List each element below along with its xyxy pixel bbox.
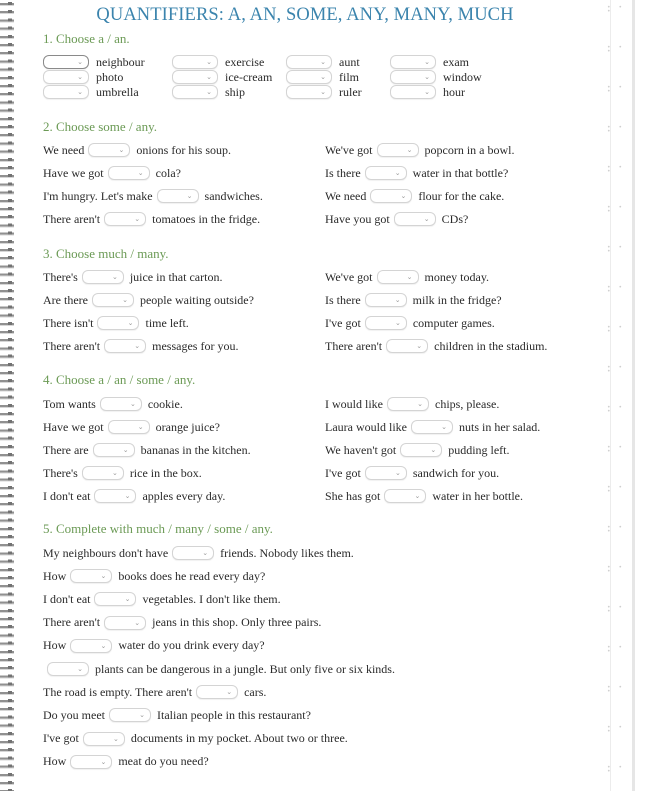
section4-heading: 4. Choose a / an / some / any. — [43, 372, 196, 387]
sentence-end: orange juice? — [155, 419, 220, 434]
dot-marker: • • • — [607, 164, 625, 175]
answer-dropdown[interactable] — [157, 189, 199, 203]
sentence-start: How — [43, 754, 67, 769]
sentence-line — [325, 292, 502, 308]
answer-dropdown[interactable] — [384, 489, 426, 503]
dot-marker: • • • — [607, 604, 625, 615]
answer-dropdown[interactable] — [386, 339, 428, 353]
sentence-line — [43, 211, 260, 227]
answer-dropdown[interactable] — [370, 189, 412, 203]
chevron-down-icon: ⌄ — [111, 469, 118, 477]
answer-dropdown[interactable] — [88, 143, 130, 157]
chevron-down-icon: ⌄ — [100, 757, 107, 766]
sentence-end: pudding left. — [448, 442, 510, 457]
sentence-line — [43, 165, 181, 181]
answer-dropdown[interactable] — [387, 397, 429, 411]
chevron-down-icon: ⌄ — [202, 549, 209, 557]
answer-dropdown[interactable] — [377, 143, 419, 157]
answer-dropdown[interactable] — [104, 212, 146, 226]
chevron-down-icon: ⌄ — [394, 296, 401, 304]
chevron-down-icon: ⌄ — [100, 572, 107, 581]
chevron-down-icon: ⌄ — [100, 641, 107, 650]
margin-line — [610, 0, 611, 791]
chevron-down-icon: ⌄ — [394, 169, 401, 177]
sentence-start: We haven't got — [325, 442, 397, 457]
sentence-end: Italian people in this restaurant? — [157, 707, 311, 722]
dot-marker: • • • — [607, 524, 625, 535]
sentence-end: cola? — [155, 165, 181, 180]
section5-heading: 5. Complete with much / many / some / any. — [43, 521, 273, 536]
chevron-down-icon: ⌄ — [394, 469, 401, 477]
sentence-end: jeans in this shop. Only three pairs. — [152, 615, 322, 630]
sentence-end: money today. — [424, 269, 490, 284]
chevron-down-icon: ⌄ — [137, 169, 144, 177]
chevron-down-icon: ⌄ — [112, 734, 119, 743]
sentence-line — [43, 754, 209, 770]
chevron-down-icon: ⌄ — [406, 273, 413, 281]
sentence-line — [43, 419, 220, 435]
sentence-start: There are — [43, 442, 89, 457]
dot-marker: • • • — [607, 84, 625, 95]
sentence-line — [325, 315, 495, 331]
article-dropdown[interactable] — [286, 55, 332, 69]
sentence-start: I've got — [43, 731, 79, 746]
answer-dropdown[interactable] — [400, 443, 442, 457]
sentence-end: water in her bottle. — [432, 488, 523, 503]
sentence-end: documents in my pocket. About two or three. — [130, 731, 348, 746]
sentence-line — [325, 419, 540, 435]
sentence-start: There aren't — [43, 211, 101, 226]
sentence-start: Are there — [43, 292, 88, 307]
word-item — [172, 70, 272, 84]
chevron-down-icon: ⌄ — [134, 618, 141, 627]
sentence-line — [325, 465, 499, 481]
sentence-line — [43, 545, 354, 561]
chevron-down-icon: ⌄ — [137, 423, 144, 431]
word-item — [43, 70, 123, 84]
answer-dropdown[interactable] — [108, 420, 150, 434]
sentence-end: cars. — [244, 684, 267, 699]
dot-marker: • • • — [607, 444, 625, 455]
article-dropdown[interactable] — [43, 85, 89, 99]
word-item — [286, 85, 362, 99]
article-dropdown[interactable] — [172, 85, 218, 99]
sentence-line — [43, 188, 263, 204]
sentence-start: Tom wants — [43, 396, 96, 411]
word-label: ice-cream — [225, 69, 273, 84]
sentence-start: There's — [43, 269, 78, 284]
answer-dropdown[interactable] — [172, 546, 214, 560]
chevron-down-icon: ⌄ — [77, 58, 83, 66]
answer-dropdown[interactable] — [70, 755, 112, 769]
section2-heading: 2. Choose some / any. — [43, 119, 157, 134]
word-item — [390, 55, 469, 69]
chevron-down-icon: ⌄ — [320, 58, 326, 66]
article-dropdown[interactable] — [172, 55, 218, 69]
sentence-end: plants can be dangerous in a jungle. But only five or six kinds. — [95, 661, 395, 676]
chevron-down-icon: ⌄ — [424, 58, 430, 66]
answer-dropdown[interactable] — [92, 293, 134, 307]
article-dropdown[interactable] — [43, 55, 89, 69]
sentence-start: Have you got — [325, 211, 390, 226]
sentence-end: computer games. — [412, 315, 495, 330]
dot-marker: • • • — [607, 244, 625, 255]
article-dropdown[interactable] — [390, 85, 436, 99]
dot-marker: • • • — [607, 44, 625, 55]
chevron-down-icon: ⌄ — [206, 58, 212, 66]
page-title: QUANTIFIERS: A, AN, SOME, ANY, MANY, MUCH — [96, 5, 514, 25]
sentence-line — [43, 638, 265, 654]
sentence-line — [325, 488, 523, 504]
sentence-line — [325, 211, 468, 227]
sentence-end: sandwiches. — [204, 188, 263, 203]
sentence-end: rice in the box. — [129, 465, 202, 480]
sentence-start: There aren't — [43, 338, 101, 353]
sentence-end: friends. Nobody likes them. — [220, 545, 354, 560]
answer-dropdown[interactable] — [82, 466, 124, 480]
answer-dropdown[interactable] — [93, 443, 135, 457]
sentence-end: juice in that carton. — [129, 269, 223, 284]
sentence-line — [43, 707, 311, 723]
answer-dropdown[interactable] — [365, 293, 407, 307]
word-label: ruler — [339, 84, 362, 99]
chevron-down-icon: ⌄ — [430, 446, 437, 454]
article-dropdown[interactable] — [286, 85, 332, 99]
sentence-start: Is there — [325, 292, 361, 307]
sentence-line — [325, 396, 499, 412]
sentence-line — [325, 338, 547, 354]
word-item — [390, 70, 482, 84]
article-dropdown[interactable] — [390, 55, 436, 69]
answer-dropdown[interactable] — [100, 397, 142, 411]
sentence-start: I've got — [325, 465, 361, 480]
sentence-line — [43, 661, 395, 677]
sentence-start: Have we got — [43, 419, 104, 434]
chevron-down-icon: ⌄ — [320, 88, 326, 96]
chevron-down-icon: ⌄ — [111, 273, 118, 281]
section3-heading: 3. Choose much / many. — [43, 246, 169, 261]
chevron-down-icon: ⌄ — [134, 342, 141, 350]
sentence-end: water do you drink every day? — [118, 638, 265, 653]
answer-dropdown[interactable] — [47, 662, 89, 676]
chevron-down-icon: ⌄ — [414, 492, 421, 500]
word-label: aunt — [339, 54, 360, 69]
answer-dropdown[interactable] — [83, 732, 125, 746]
sentence-line — [43, 269, 222, 285]
article-dropdown[interactable] — [286, 70, 332, 84]
chevron-down-icon: ⌄ — [423, 215, 430, 223]
chevron-down-icon: ⌄ — [77, 665, 83, 673]
sentence-start: We've got — [325, 142, 373, 157]
answer-dropdown[interactable] — [82, 270, 124, 284]
sentence-start: There aren't — [43, 615, 101, 630]
sentence-start: I've got — [325, 315, 361, 330]
sentence-line — [325, 442, 510, 458]
sentence-end: milk in the fridge? — [412, 292, 502, 307]
sentence-line — [325, 188, 504, 204]
sentence-end: books does he read every day? — [118, 568, 266, 583]
sentence-end: water in that bottle? — [412, 165, 509, 180]
answer-dropdown[interactable] — [104, 616, 146, 630]
chevron-down-icon: ⌄ — [424, 88, 430, 96]
sentence-start: There isn't — [43, 315, 94, 330]
chevron-down-icon: ⌄ — [417, 400, 423, 408]
chevron-down-icon: ⌄ — [118, 146, 125, 154]
sentence-line — [43, 292, 254, 308]
sentence-end: sandwich for you. — [412, 465, 500, 480]
sentence-start: Have we got — [43, 165, 104, 180]
answer-dropdown[interactable] — [365, 166, 407, 180]
word-item — [172, 55, 264, 69]
answer-dropdown[interactable] — [70, 639, 112, 653]
word-item — [43, 85, 139, 99]
chevron-down-icon: ⌄ — [122, 296, 128, 304]
dot-marker: • • • — [607, 364, 625, 375]
sentence-end: messages for you. — [152, 338, 239, 353]
sentence-end: bananas in the kitchen. — [140, 442, 251, 457]
sentence-end: people waiting outside? — [139, 292, 254, 307]
sentence-line — [43, 488, 225, 504]
word-item — [43, 55, 145, 69]
chevron-down-icon: ⌄ — [424, 73, 430, 81]
sentence-line — [43, 442, 251, 458]
sentence-line — [43, 731, 348, 747]
chevron-down-icon: ⌄ — [124, 595, 131, 604]
chevron-down-icon: ⌄ — [394, 319, 401, 327]
sentence-start: She has got — [325, 488, 381, 503]
chevron-down-icon: ⌄ — [129, 400, 136, 408]
dot-marker: • • • — [607, 684, 625, 695]
sentence-start: We need — [325, 188, 367, 203]
sentence-line — [43, 338, 238, 354]
chevron-down-icon: ⌄ — [441, 423, 447, 431]
chevron-down-icon: ⌄ — [122, 446, 129, 454]
answer-dropdown[interactable] — [196, 685, 238, 699]
sentence-end: nuts in her salad. — [458, 419, 541, 434]
sentence-end: chips, please. — [435, 396, 500, 411]
spiral-binding — [0, 0, 14, 791]
answer-dropdown[interactable] — [104, 339, 146, 353]
dot-marker: • • • — [607, 284, 625, 295]
dot-marker: • • • — [607, 404, 625, 415]
sentence-start: I don't eat — [43, 488, 91, 503]
sentence-line — [325, 165, 508, 181]
sentence-start: Laura would like — [325, 419, 407, 434]
sentence-end: onions for his soup. — [136, 142, 232, 157]
sentence-start: Is there — [325, 165, 361, 180]
section1-heading: 1. Choose a / an. — [43, 31, 130, 46]
word-label: window — [443, 69, 482, 84]
sentence-line — [43, 568, 265, 584]
dot-marker: • • • — [607, 4, 625, 15]
chevron-down-icon: ⌄ — [416, 342, 423, 350]
sentence-end: flour for the cake. — [418, 188, 505, 203]
chevron-down-icon: ⌄ — [320, 73, 326, 81]
sentence-end: time left. — [145, 315, 189, 330]
word-label: photo — [96, 69, 124, 84]
dot-marker: • • • — [607, 644, 625, 655]
sentence-line — [43, 465, 202, 481]
sentence-start: The road is empty. There aren't — [43, 684, 193, 699]
chevron-down-icon: ⌄ — [77, 88, 83, 96]
word-label: umbrella — [96, 84, 139, 99]
sentence-line — [325, 269, 489, 285]
chevron-down-icon: ⌄ — [400, 192, 407, 200]
word-item — [172, 85, 245, 99]
sentence-start: Do you meet — [43, 707, 105, 722]
chevron-down-icon: ⌄ — [406, 146, 413, 154]
answer-dropdown[interactable] — [109, 708, 151, 722]
dot-marker: • • • — [607, 324, 625, 335]
dot-marker: • • • — [607, 764, 625, 775]
dot-marker: • • • — [607, 124, 625, 135]
sentence-end: CDs? — [441, 211, 469, 226]
sentence-start: We've got — [325, 269, 373, 284]
answer-dropdown[interactable] — [365, 466, 407, 480]
word-item — [390, 85, 465, 99]
sentence-start: My neighbours don't have — [43, 545, 169, 560]
sentence-line — [43, 315, 189, 331]
word-label: exam — [443, 54, 469, 69]
answer-dropdown[interactable] — [108, 166, 150, 180]
sentence-end: meat do you need? — [118, 754, 209, 769]
chevron-down-icon: ⌄ — [139, 711, 145, 720]
article-dropdown[interactable] — [43, 70, 89, 84]
answer-dropdown[interactable] — [365, 316, 407, 330]
sentence-start: I don't eat — [43, 591, 91, 606]
chevron-down-icon: ⌄ — [77, 73, 83, 81]
dot-marker: • • • — [607, 564, 625, 575]
article-dropdown[interactable] — [172, 70, 218, 84]
answer-dropdown[interactable] — [70, 569, 112, 583]
sentence-end: vegetables. I don't like them. — [142, 591, 281, 606]
answer-dropdown[interactable] — [94, 489, 136, 503]
sentence-start: We need — [43, 142, 85, 157]
sentence-line — [43, 142, 231, 158]
sentence-start: There's — [43, 465, 78, 480]
dot-marker: • • • — [607, 724, 625, 735]
dot-marker: • • • — [607, 484, 625, 495]
word-item — [286, 70, 359, 84]
sentence-line — [325, 142, 515, 158]
sentence-end: apples every day. — [142, 488, 226, 503]
sentence-end: popcorn in a bowl. — [424, 142, 515, 157]
sentence-line — [43, 684, 266, 700]
word-item — [286, 55, 360, 69]
sentence-line — [43, 591, 281, 607]
answer-dropdown[interactable] — [377, 270, 419, 284]
chevron-down-icon: ⌄ — [206, 88, 212, 96]
word-label: hour — [443, 84, 465, 99]
chevron-down-icon: ⌄ — [134, 215, 141, 223]
word-label: neighbour — [96, 54, 145, 69]
sentence-start: There aren't — [325, 338, 383, 353]
sentence-end: tomatoes in the fridge. — [152, 211, 261, 226]
chevron-down-icon: ⌄ — [124, 492, 131, 500]
answer-dropdown[interactable] — [94, 592, 136, 606]
sentence-end: cookie. — [147, 396, 183, 411]
sentence-line — [43, 615, 321, 631]
sentence-line — [43, 396, 183, 412]
sentence-start: How — [43, 568, 67, 583]
sentence-start: I'm hungry. Let's make — [43, 188, 153, 203]
dot-marker: • • • — [607, 204, 625, 215]
word-label: exercise — [225, 54, 265, 69]
sentence-start: How — [43, 638, 67, 653]
chevron-down-icon: ⌄ — [186, 192, 193, 200]
answer-dropdown[interactable] — [394, 212, 436, 226]
word-label: film — [339, 69, 359, 84]
article-dropdown[interactable] — [390, 70, 436, 84]
answer-dropdown[interactable] — [97, 316, 139, 330]
word-label: ship — [225, 84, 246, 99]
chevron-down-icon: ⌄ — [206, 73, 212, 81]
sentence-start: I would like — [325, 396, 383, 411]
chevron-down-icon: ⌄ — [127, 319, 134, 327]
answer-dropdown[interactable] — [411, 420, 453, 434]
sentence-end: children in the stadium. — [434, 338, 548, 353]
chevron-down-icon: ⌄ — [226, 688, 233, 697]
page-edge — [632, 0, 635, 791]
